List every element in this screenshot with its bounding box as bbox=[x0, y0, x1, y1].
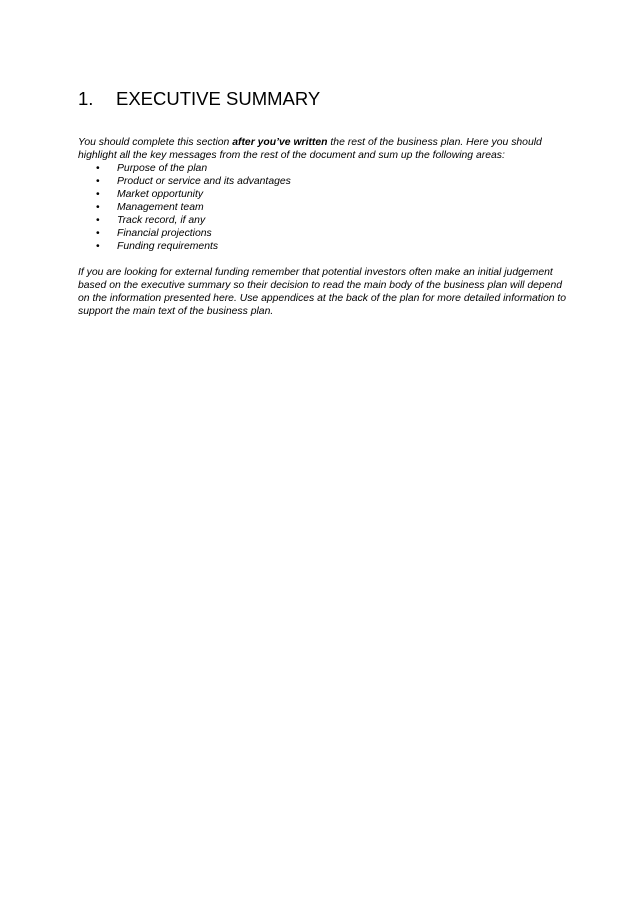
list-item-text: Management team bbox=[117, 202, 204, 213]
list-item-text: Market opportunity bbox=[117, 189, 204, 200]
bullet-icon: • bbox=[96, 163, 100, 174]
section-title: EXECUTIVE SUMMARY bbox=[116, 88, 321, 109]
bullet-icon: • bbox=[96, 189, 100, 200]
list-item bbox=[78, 175, 568, 188]
bullet-icon: • bbox=[96, 215, 100, 226]
bullet-icon: • bbox=[96, 176, 100, 187]
areas-list bbox=[78, 162, 568, 253]
list-item bbox=[78, 214, 568, 227]
list-item bbox=[78, 162, 568, 175]
bullet-icon: • bbox=[96, 228, 100, 239]
list-item-text: Purpose of the plan bbox=[117, 163, 208, 174]
section-heading bbox=[78, 88, 320, 110]
list-item-text: Financial projections bbox=[117, 228, 212, 239]
intro-paragraph bbox=[78, 136, 568, 162]
list-item-text: Product or service and its advantages bbox=[117, 176, 291, 187]
list-item bbox=[78, 240, 568, 253]
list-item-text: Track record, if any bbox=[117, 215, 206, 226]
list-item bbox=[78, 188, 568, 201]
list-item-text: Funding requirements bbox=[117, 241, 219, 252]
intro-bold-text: after you’ve written bbox=[232, 137, 328, 148]
list-item bbox=[78, 227, 568, 240]
list-item bbox=[78, 201, 568, 214]
bullet-icon: • bbox=[96, 202, 100, 213]
intro-text-end: the rest of the business plan. Here you should highlight all the key messages from the rest of the document and sum up the following areas: bbox=[78, 137, 542, 161]
bullet-icon: • bbox=[96, 241, 100, 252]
intro-text-start: You should complete this section bbox=[78, 137, 233, 148]
section-number: 1. bbox=[78, 88, 94, 109]
section-body bbox=[78, 136, 568, 318]
closing-paragraph: If you are looking for external funding remember that potential investors often make an initial judgement based on the executive summary so their decision to read the main body of the business plan will depend on the information presented here. Use appendices at the back of the plan for more detailed information to support the main text of the business plan. bbox=[78, 267, 567, 317]
